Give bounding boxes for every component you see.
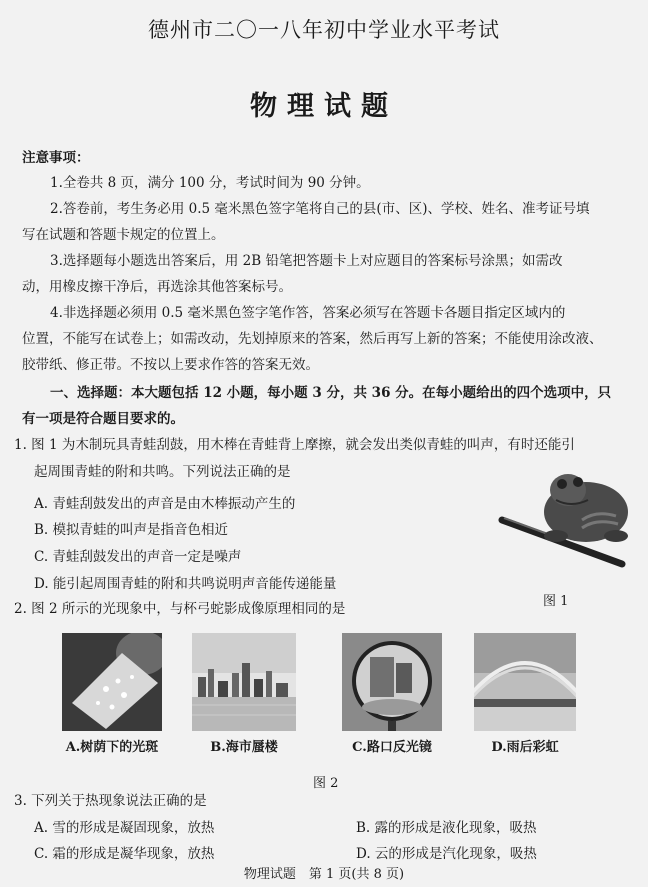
frog-drum-figure: [496, 460, 638, 580]
note-line: 写在试题和答题卡规定的位置上。: [22, 227, 225, 243]
note-line: 2.答卷前，考生务必用 0.5 毫米黑色签字笔将自己的县(市、区)、学校、姓名、准考证号填: [50, 201, 590, 217]
caption-a: A.树荫下的光斑: [65, 740, 159, 755]
figure-mirage: [192, 633, 296, 731]
note-line: 位置，不能写在试卷上；如需改动，先划掉原来的答案，然后再写上新的答案；不能使用涂改液、: [22, 331, 603, 347]
q1-option-b: B. 模拟青蛙的叫声是指音色相近: [34, 522, 229, 538]
note-line: 4.非选择题必须用 0.5 毫米黑色签字笔作答，答案必须写在答题卡各题目指定区域内的: [50, 305, 566, 321]
q1-option-d: D. 能引起周围青蛙的附和共鸣说明声音能传递能量: [34, 576, 337, 592]
figure-convex-mirror: [342, 633, 442, 731]
page-footer: 物理试题 第 1 页(共 8 页): [243, 867, 405, 882]
q3-option-c: C. 霜的形成是凝华现象，放热: [34, 846, 215, 862]
caption-b: B.海市蜃楼: [210, 740, 278, 755]
question-2-stem: 2. 图 2 所示的光现象中，与杯弓蛇影成像原理相同的是: [14, 601, 346, 617]
notes-heading: 注意事项：: [22, 150, 90, 166]
note-line: 3.选择题每小题选出答案后，用 2B 铅笔把答题卡上对应题目的答案标号涂黑；如需改: [50, 253, 563, 269]
stem-line: 1. 图 1 为木制玩具青蛙刮鼓，用木棒在青蛙背上摩擦，就会发出类似青蛙的叫声，有时还能引: [14, 437, 575, 453]
q3-option-d: D. 云的形成是汽化现象，吸热: [356, 846, 537, 862]
q3-option-a: A. 雪的形成是凝固现象，放热: [34, 820, 215, 836]
figure-2-label: 图 2: [313, 776, 339, 791]
section-heading: [22, 380, 634, 432]
section-line: 一、选择题：本大题包括 12 小题，每小题 3 分，共 36 分。在每小题给出的四个选项中，只: [50, 385, 612, 401]
notes-block: [22, 170, 634, 378]
q1-option-a: A. 青蛙刮鼓发出的声音是由木棒振动产生的: [34, 496, 296, 512]
caption-c: C.路口反光镜: [352, 740, 432, 755]
note-line: 胶带纸、修正带。不按以上要求作答的答案无效。: [22, 357, 319, 373]
note-line: 1.全卷共 8 页，满分 100 分，考试时间为 90 分钟。: [50, 175, 370, 191]
section-line: 有一项是符合题目要求的。: [22, 411, 184, 427]
figure-tree-shade: [62, 633, 162, 731]
figure-1-label: 图 1: [543, 594, 569, 609]
q3-option-b: B. 露的形成是液化现象，吸热: [356, 820, 537, 836]
note-line: 动，用橡皮擦干净后，再选涂其他答案标号。: [22, 279, 292, 295]
stem-line: 起周围青蛙的附和共鸣。下列说法正确的是: [34, 464, 291, 480]
question-3-stem: 3. 下列关于热现象说法正确的是: [14, 793, 207, 809]
q1-option-c: C. 青蛙刮鼓发出的声音一定是噪声: [34, 549, 242, 565]
exam-title: 德州市二〇一八年初中学业水平考试: [148, 18, 500, 42]
figure-rainbow: [474, 633, 576, 731]
caption-d: D.雨后彩虹: [491, 740, 559, 755]
subject-title: 物理试题: [250, 91, 398, 122]
